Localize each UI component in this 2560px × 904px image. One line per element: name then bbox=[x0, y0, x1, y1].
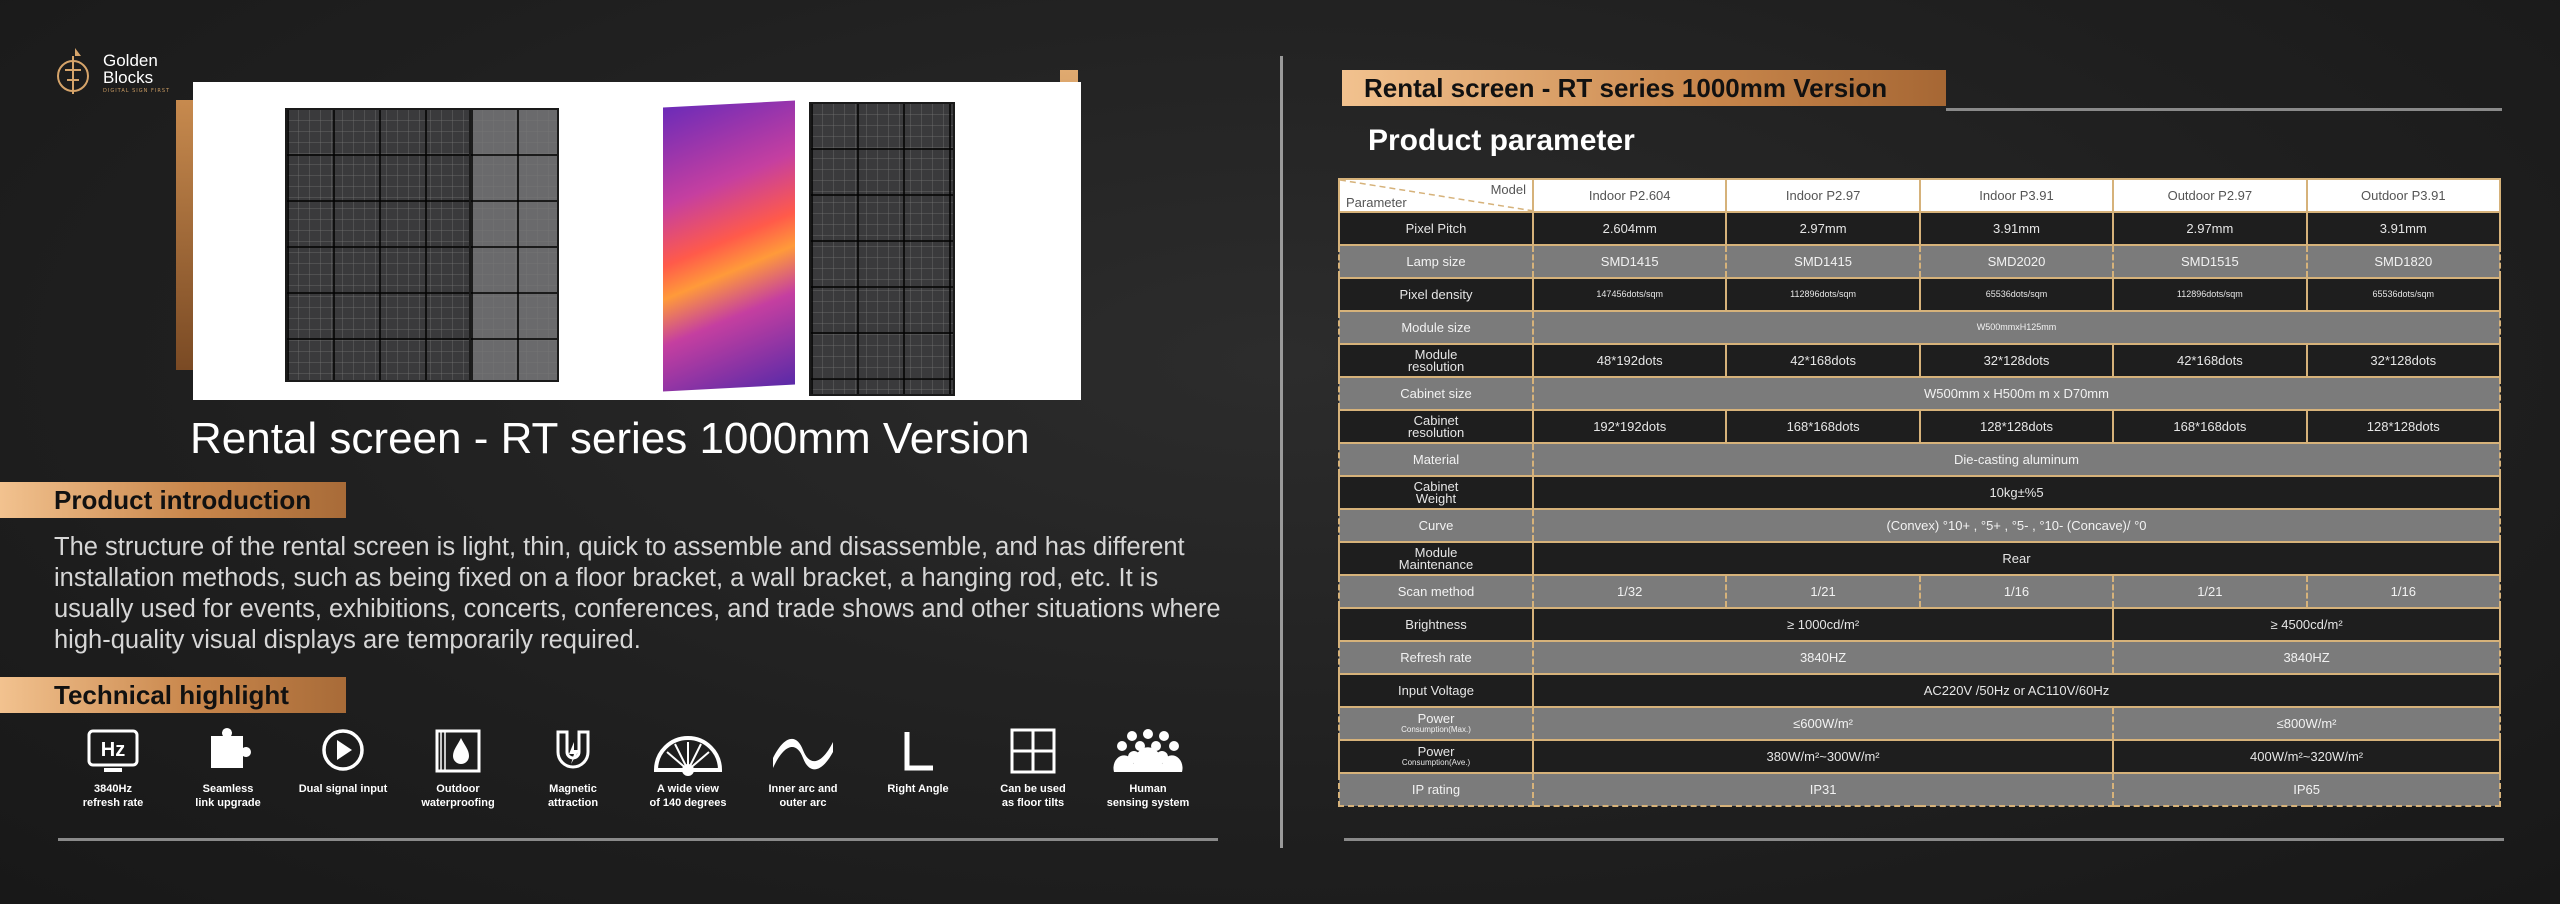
cabinet-column-image bbox=[469, 108, 559, 382]
table-cell: 3840HZ bbox=[2113, 641, 2500, 674]
row-label: IP rating bbox=[1339, 773, 1533, 806]
hero-gold-accent-left bbox=[176, 100, 194, 370]
row-label: Module Maintenance bbox=[1339, 542, 1533, 575]
people-icon bbox=[1110, 728, 1186, 776]
table-row bbox=[1339, 773, 2500, 806]
cabinet-back-image bbox=[809, 102, 955, 396]
highlight-item: Seamless link upgrade bbox=[173, 728, 283, 810]
left-bottom-divider bbox=[58, 838, 1218, 841]
table-cell: 168*168dots bbox=[2113, 410, 2306, 443]
grid-icon bbox=[1006, 728, 1060, 776]
row-label: Pixel density bbox=[1339, 278, 1533, 311]
table-cell: 1/32 bbox=[1533, 575, 1726, 608]
table-cell: 380W/m²~300W/m² bbox=[1533, 740, 2113, 773]
table-cell: 3.91mm bbox=[2307, 212, 2500, 245]
row-label: Power Consumption(Ave.) bbox=[1339, 740, 1533, 773]
model-header: Outdoor P3.91 bbox=[2307, 179, 2500, 212]
row-label: Input Voltage bbox=[1339, 674, 1533, 707]
table-cell: 32*128dots bbox=[1920, 344, 2113, 377]
right-top-rule bbox=[1946, 108, 2502, 111]
table-cell: 3.91mm bbox=[1920, 212, 2113, 245]
table-cell: Rear bbox=[1533, 542, 2500, 575]
technical-highlight-heading: Technical highlight bbox=[0, 677, 346, 713]
table-row bbox=[1339, 476, 2500, 509]
table-cell: 1/16 bbox=[2307, 575, 2500, 608]
product-parameter-heading: Product parameter bbox=[1368, 124, 1635, 157]
table-cell: 128*128dots bbox=[1920, 410, 2113, 443]
cabinet-wall-image bbox=[285, 108, 473, 382]
row-label: Cabinet size bbox=[1339, 377, 1533, 410]
waterdrop-icon bbox=[431, 728, 485, 776]
row-label: Cabinet resolution bbox=[1339, 410, 1533, 443]
table-cell: ≤600W/m² bbox=[1533, 707, 2113, 740]
table-row bbox=[1339, 212, 2500, 245]
table-corner-cell: Model Parameter bbox=[1339, 179, 1533, 212]
page-title: Rental screen - RT series 1000mm Version bbox=[190, 414, 1030, 463]
table-cell: 2.97mm bbox=[1726, 212, 1919, 245]
hero-product-image bbox=[193, 82, 1081, 400]
highlight-item: Dual signal input bbox=[288, 728, 398, 796]
table-row bbox=[1339, 740, 2500, 773]
table-cell: 10kg±%5 bbox=[1533, 476, 2500, 509]
table-row bbox=[1339, 707, 2500, 740]
table-cell: SMD1515 bbox=[2113, 245, 2306, 278]
wave-icon bbox=[771, 728, 835, 776]
puzzle-icon bbox=[201, 728, 255, 776]
row-label: Curve bbox=[1339, 509, 1533, 542]
table-cell: 147456dots/sqm bbox=[1533, 278, 1726, 311]
right-angle-icon bbox=[891, 728, 945, 776]
highlight-item: Can be used as floor tilts bbox=[978, 728, 1088, 810]
table-cell: IP31 bbox=[1533, 773, 2113, 806]
right-series-tab: Rental screen - RT series 1000mm Version bbox=[1342, 70, 1946, 106]
table-row bbox=[1339, 542, 2500, 575]
highlight-item: Inner arc and outer arc bbox=[748, 728, 858, 810]
highlight-item: Hz 3840Hz refresh rate bbox=[58, 728, 168, 810]
row-label: Scan method bbox=[1339, 575, 1533, 608]
table-cell: IP65 bbox=[2113, 773, 2500, 806]
highlight-item: Outdoor waterproofing bbox=[403, 728, 513, 810]
table-cell: 2.97mm bbox=[2113, 212, 2306, 245]
product-introduction-heading: Product introduction bbox=[0, 482, 346, 518]
brand-name: Golden Blocks bbox=[103, 51, 158, 87]
table-cell: SMD1415 bbox=[1726, 245, 1919, 278]
table-row bbox=[1339, 641, 2500, 674]
table-cell: 400W/m²~320W/m² bbox=[2113, 740, 2500, 773]
row-label: Module resolution bbox=[1339, 344, 1533, 377]
row-label: Lamp size bbox=[1339, 245, 1533, 278]
highlight-item: Human sensing system bbox=[1093, 728, 1203, 810]
table-row bbox=[1339, 509, 2500, 542]
table-cell: 32*128dots bbox=[2307, 344, 2500, 377]
table-cell: W500mm x H500m m x D70mm bbox=[1533, 377, 2500, 410]
magnet-icon bbox=[546, 728, 600, 776]
row-label: Cabinet Weight bbox=[1339, 476, 1533, 509]
table-row bbox=[1339, 608, 2500, 641]
table-cell: ≥ 4500cd/m² bbox=[2113, 608, 2500, 641]
table-cell: AC220V /50Hz or AC110V/60Hz bbox=[1533, 674, 2500, 707]
table-row bbox=[1339, 278, 2500, 311]
table-row bbox=[1339, 575, 2500, 608]
hz-icon bbox=[86, 728, 140, 776]
table-cell: SMD1820 bbox=[2307, 245, 2500, 278]
table-cell: ≥ 1000cd/m² bbox=[1533, 608, 2113, 641]
table-cell: 1/21 bbox=[1726, 575, 1919, 608]
model-header: Outdoor P2.97 bbox=[2113, 179, 2306, 212]
brand-logo bbox=[55, 46, 185, 102]
product-introduction-text: The structure of the rental screen is light, thin, quick to assemble and disassemble, and has different installation methods, such as being fixed on a floor bracket, a wall bracket, a hanging rod, etc. It is usually used for events, exhibitions, concerts, conferences, and trade shows and other situations where high-quality visual displays are temporarily required. bbox=[54, 533, 1221, 654]
row-label: Module size bbox=[1339, 311, 1533, 344]
table-row bbox=[1339, 674, 2500, 707]
svg-text:Hz: Hz bbox=[100, 739, 126, 761]
table-cell: 2.604mm bbox=[1533, 212, 1726, 245]
table-row bbox=[1339, 377, 2500, 410]
table-row bbox=[1339, 245, 2500, 278]
table-row bbox=[1339, 311, 2500, 344]
table-cell: 48*192dots bbox=[1533, 344, 1726, 377]
play-icon bbox=[316, 728, 370, 776]
brand-tagline: DIGITAL SIGN FIRST bbox=[103, 88, 171, 94]
golden-blocks-logo-icon bbox=[55, 46, 97, 100]
table-cell: 1/21 bbox=[2113, 575, 2306, 608]
row-label: Refresh rate bbox=[1339, 641, 1533, 674]
table-cell: 42*168dots bbox=[2113, 344, 2306, 377]
highlight-item: Right Angle bbox=[863, 728, 973, 796]
table-cell: SMD1415 bbox=[1533, 245, 1726, 278]
table-cell: 112896dots/sqm bbox=[1726, 278, 1919, 311]
model-header: Indoor P2.97 bbox=[1726, 179, 1919, 212]
led-screen-front-image bbox=[663, 101, 795, 392]
table-cell: SMD2020 bbox=[1920, 245, 2113, 278]
highlight-item: Magnetic attraction bbox=[518, 728, 628, 810]
right-bottom-divider bbox=[1344, 838, 2504, 841]
table-cell: 128*128dots bbox=[2307, 410, 2500, 443]
table-cell: 65536dots/sqm bbox=[1920, 278, 2113, 311]
technical-highlight-icons bbox=[58, 728, 1198, 818]
table-cell: ≤800W/m² bbox=[2113, 707, 2500, 740]
table-header-row bbox=[1339, 179, 2500, 212]
row-label: Pixel Pitch bbox=[1339, 212, 1533, 245]
table-cell: 168*168dots bbox=[1726, 410, 1919, 443]
model-header: Indoor P3.91 bbox=[1920, 179, 2113, 212]
row-label: Material bbox=[1339, 443, 1533, 476]
row-label: Power Consumption(Max.) bbox=[1339, 707, 1533, 740]
table-cell: 112896dots/sqm bbox=[2113, 278, 2306, 311]
row-label: Brightness bbox=[1339, 608, 1533, 641]
table-row bbox=[1339, 410, 2500, 443]
table-cell: 192*192dots bbox=[1533, 410, 1726, 443]
table-row bbox=[1339, 344, 2500, 377]
protractor-icon bbox=[653, 728, 723, 776]
vertical-divider bbox=[1280, 56, 1283, 848]
model-header: Indoor P2.604 bbox=[1533, 179, 1726, 212]
table-cell: 65536dots/sqm bbox=[2307, 278, 2500, 311]
table-cell: 3840HZ bbox=[1533, 641, 2113, 674]
table-cell: 42*168dots bbox=[1726, 344, 1919, 377]
table-cell: (Convex) °10+ , °5+ , °5- , °10- (Concave)/ °0 bbox=[1533, 509, 2500, 542]
table-cell: Die-casting aluminum bbox=[1533, 443, 2500, 476]
spec-table bbox=[1338, 178, 2501, 807]
table-cell: 1/16 bbox=[1920, 575, 2113, 608]
table-row bbox=[1339, 443, 2500, 476]
table-cell: W500mmxH125mm bbox=[1533, 311, 2500, 344]
highlight-item: A wide view of 140 degrees bbox=[633, 728, 743, 810]
